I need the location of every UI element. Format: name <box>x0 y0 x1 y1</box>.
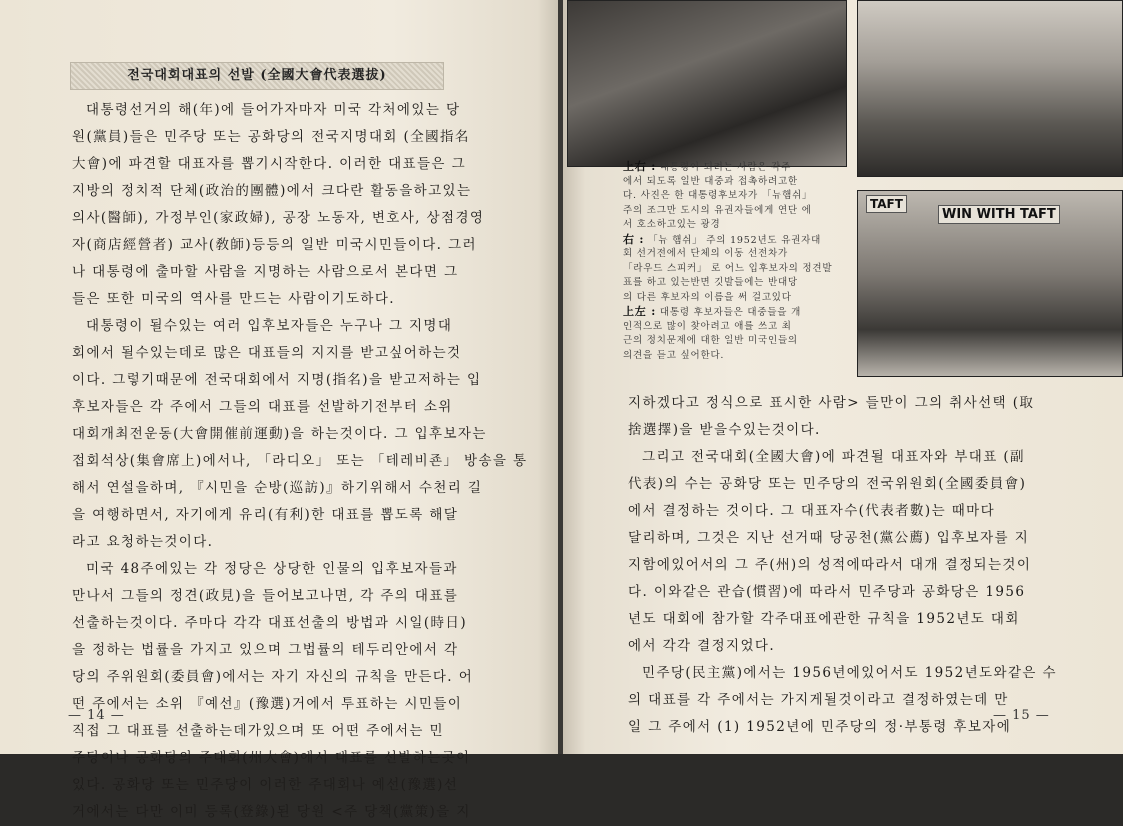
text-line: 민주당(民主黨)에서는 1956년에있어서도 1952년도와같은 수 <box>642 665 1057 681</box>
page-number-right: — 15 — <box>993 708 1050 723</box>
text-line: 거에서는 다만 이미 등록(登錄)된 당원 <주 당책(黨策)을 지 <box>72 804 471 820</box>
photo-caption <box>623 160 853 363</box>
text-line: 지방의 정치적 단체(政治的團體)에서 크다란 활동을하고있는 <box>72 183 472 199</box>
text-line: 을 여행하면서, 자기에게 유리(有利)한 대표를 뽑도록 해달 <box>72 507 459 523</box>
text-line: 捨選擇)을 받을수있는것이다. <box>628 422 821 438</box>
text-line: 회에서 될수있는데로 많은 대표들의 지지를 받고싶어하는것 <box>72 345 462 361</box>
right-body-text <box>628 390 1068 741</box>
right-page <box>563 0 1123 754</box>
text-line: 대회개최전운동(大會開催前運動)을 하는것이다. 그 입후보자는 <box>72 426 487 442</box>
text-line: 일 그 주에서 (1) 1952년에 민주당의 정·부통령 후보자에 <box>628 719 1012 735</box>
text-line: 代表)의 수는 공화당 또는 민주당의 전국위원회(全國委員會) <box>628 476 1027 492</box>
text-line: 들은 또한 미국의 역사를 만드는 사람이기도하다. <box>72 291 395 307</box>
left-page <box>0 0 560 820</box>
campaign-banner: WIN WITH TAFT <box>938 205 1060 224</box>
caption-line: 「뉴 햄쉬」 주의 1952년도 유권자대 <box>648 234 822 246</box>
caption-line: 의견을 듣고 싶어한다. <box>623 349 725 361</box>
text-line: 대통령이 될수있는 여러 입후보자들은 누구나 그 지명대 <box>86 318 453 334</box>
text-line: 후보자들은 각 주에서 그들의 대표를 선발하기전부터 소위 <box>72 399 453 415</box>
text-line: 달리하며, 그것은 지난 선거때 당공천(黨公薦) 입후보자를 지 <box>628 530 1030 546</box>
page-number-left: — 14 — <box>68 708 125 723</box>
caption-line: 대통령 후보자들은 대중들을 개 <box>659 307 802 318</box>
text-line: 떤 주에서는 소위 『예선』(豫選)거에서 투표하는 시민들이 <box>72 696 463 712</box>
text-line: 다. 이와같은 관습(慣習)에 따라서 민주당과 공화당은 1956 <box>628 584 1026 600</box>
photo-campaign-street <box>857 190 1123 377</box>
photo-crowd-handshake <box>567 0 847 167</box>
text-line: 지하겠다고 정식으로 표시한 사람> 들만이 그의 취사선택 (取 <box>628 395 1035 411</box>
campaign-sign: TAFT <box>866 195 907 213</box>
caption-line: 「라우드 스피커」 로 어느 입후보자의 정견발 <box>623 262 833 274</box>
text-line: 당의 주위원회(委員會)에서는 자기 자신의 규칙을 만든다. 어 <box>72 669 474 685</box>
section-heading: 전국대회대표의 선발 (全國大會代表選拔) <box>127 68 387 83</box>
caption-line: 주의 조그만 도시의 유권자들에게 연단 에 <box>623 204 812 216</box>
caption-label-upper-left: 上左 : <box>623 305 657 318</box>
text-line: 직접 그 대표를 선출하는데가있으며 또 어떤 주에서는 민 <box>72 723 444 739</box>
section-heading-box <box>70 62 444 90</box>
text-line: 미국 48주에있는 각 정당은 상당한 인물의 입후보자들과 <box>86 561 458 577</box>
text-line: 나 대통령에 출마할 사람을 지명하는 사람으로서 본다면 그 <box>72 264 459 280</box>
caption-line: 대통령이 되려는 사람은 각주 <box>659 162 792 173</box>
left-body-text <box>72 97 528 826</box>
caption-line: 에서 되도록 일반 대중과 접촉하려고한 <box>623 175 798 187</box>
text-line: 있다. 공화당 또는 민주당이 이러한 주대회나 예선(豫選)선 <box>72 777 459 793</box>
caption-line: 근의 정치문제에 대한 일반 미국인들의 <box>623 335 798 346</box>
text-line: 년도 대회에 참가할 각주대표에관한 규칙을 1952년도 대회 <box>628 611 1020 627</box>
text-line: 이다. 그렇기때문에 전국대회에서 지명(指名)을 받고저하는 입 <box>72 372 482 388</box>
text-line: 그리고 전국대회(全國大會)에 파견될 대표자와 부대표 (副 <box>642 449 1025 465</box>
text-line: 해서 연설을하며, 『시민을 순방(巡訪)』하기위해서 수천리 길 <box>72 480 483 496</box>
text-line: 자(商店經營者) 교사(敎師)등등의 일반 미국시민들이다. 그러 <box>72 237 477 253</box>
caption-line: 서 호소하고있는 광경 <box>623 219 721 230</box>
text-line: 라고 요청하는것이다. <box>72 534 214 550</box>
text-line: 대통령선거의 해(年)에 들어가자마자 미국 각처에있는 당 <box>86 102 461 118</box>
caption-line: 의 다른 후보자의 이름을 써 걸고있다 <box>623 291 792 303</box>
text-line: 의 대표를 각 주에서는 가지게될것이라고 결정하였는데 만 <box>628 692 1009 708</box>
caption-label-right: 右 : <box>623 232 645 246</box>
caption-line: 인적으로 많이 찾아려고 애를 쓰고 최 <box>623 320 792 332</box>
text-line: 지함에있어서의 그 주(州)의 성적에따라서 대개 결정되는것이 <box>628 557 1032 573</box>
caption-label-upper-right: 上右 : <box>623 160 657 173</box>
text-line: 선출하는것이다. 주마다 각각 대표선출의 방법과 시일(時日) <box>72 615 467 631</box>
text-line: 주당이나 공화당의 주대회(州大會)에서 대표를 선발하는곳이 <box>72 750 471 766</box>
caption-line: 다. 사진은 한 대통령후보자가 「뉴햄쉬」 <box>623 190 813 201</box>
text-line: 에서 각각 결정지었다. <box>628 638 776 654</box>
text-line: 접회석상(集會席上)에서나, 「라디오」 또는 「테레비죤」 방송을 통 <box>72 453 528 469</box>
caption-line: 회 선거전에서 단체의 이동 선전차가 <box>623 248 788 259</box>
photo-town-square-rally <box>857 0 1123 177</box>
text-line: 원(黨員)들은 민주당 또는 공화당의 전국지명대회 (全國指名 <box>72 129 470 145</box>
text-line: 을 정하는 법률을 가지고 있으며 그법률의 테두리안에서 각 <box>72 642 459 658</box>
text-line: 大會)에 파견할 대표자를 뽑기시작한다. 이러한 대표들은 그 <box>72 156 467 172</box>
text-line: 만나서 그들의 정견(政見)을 들어보고나면, 각 주의 대표를 <box>72 588 459 604</box>
text-line: 에서 결정하는 것이다. 그 대표자수(代表者數)는 때마다 <box>628 503 996 519</box>
caption-line: 표를 하고 있는반면 깃발들에는 반대당 <box>623 277 798 288</box>
text-line: 의사(醫師), 가정부인(家政婦), 공장 노동자, 변호사, 상점경영 <box>72 210 485 226</box>
